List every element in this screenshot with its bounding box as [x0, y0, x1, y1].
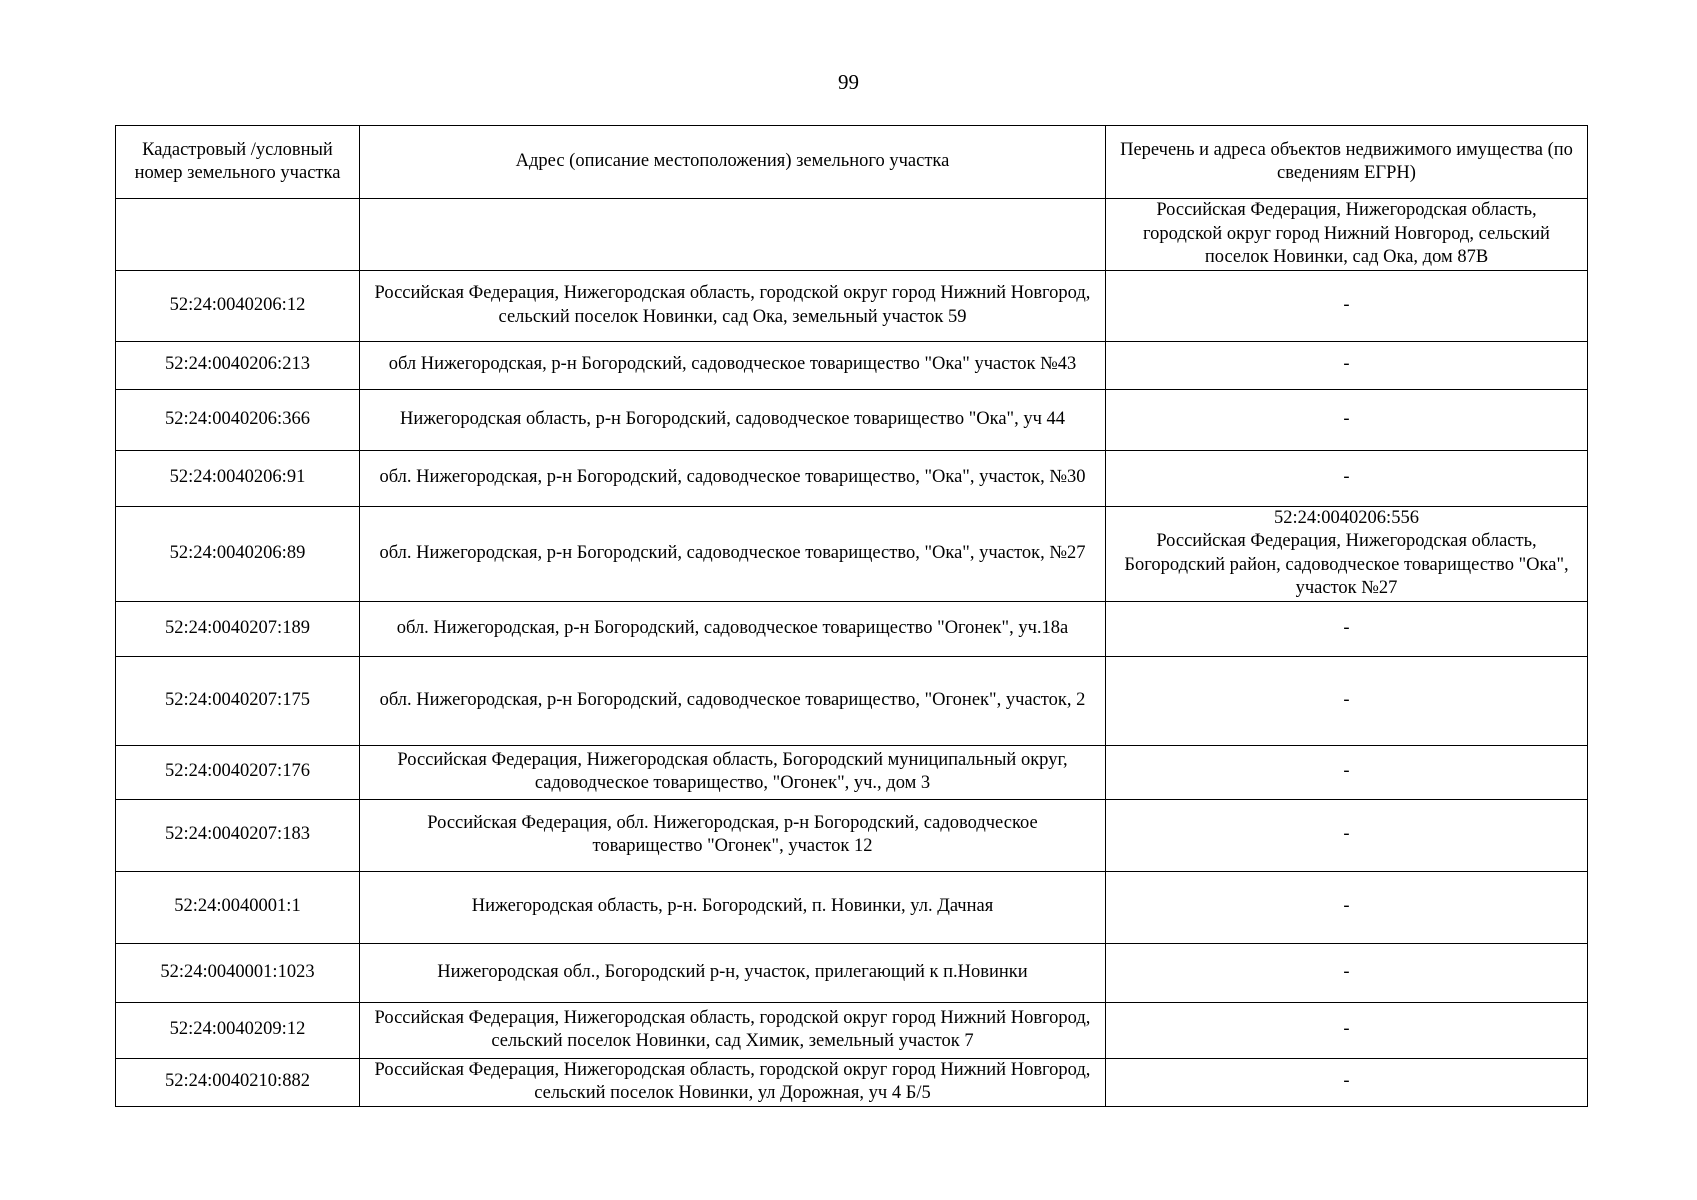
- table-row: [116, 1002, 1588, 1058]
- address-cell: обл. Нижегородская, р-н Богородский, садоводческое товарищество, "Ока", участок, №30: [360, 450, 1106, 506]
- table-row: [116, 745, 1588, 799]
- objects-cell: -: [1106, 450, 1588, 506]
- table-row: [116, 199, 1588, 271]
- address-cell: обл Нижегородская, р-н Богородский, садоводческое товарищество "Ока" участок №43: [360, 341, 1106, 389]
- cadastral-number-cell: 52:24:0040209:12: [116, 1002, 360, 1058]
- address-cell: обл. Нижегородская, р-н Богородский, садоводческое товарищество "Огонек", уч.18а: [360, 601, 1106, 656]
- table-row: [116, 341, 1588, 389]
- table-row: [116, 601, 1588, 656]
- cadastral-number-cell: 52:24:0040206:91: [116, 450, 360, 506]
- objects-cell: -: [1106, 341, 1588, 389]
- header-address: Адрес (описание местоположения) земельного участка: [360, 126, 1106, 199]
- table-row: [116, 871, 1588, 943]
- cadastral-number-cell: 52:24:0040001:1023: [116, 943, 360, 1002]
- land-plots-table: [115, 125, 1588, 1107]
- address-cell: Российская Федерация, Нижегородская область, Богородский муниципальный округ, садоводческое товарищество, "Огонек", уч., дом 3: [360, 745, 1106, 799]
- address-cell: Нижегородская область, р-н Богородский, садоводческое товарищество "Ока", уч 44: [360, 389, 1106, 450]
- address-cell: Нижегородская обл., Богородский р-н, участок, прилегающий к п.Новинки: [360, 943, 1106, 1002]
- table-row: [116, 450, 1588, 506]
- address-cell: Нижегородская область, р-н. Богородский, п. Новинки, ул. Дачная: [360, 871, 1106, 943]
- address-cell: обл. Нижегородская, р-н Богородский, садоводческое товарищество, "Ока", участок, №27: [360, 506, 1106, 601]
- cadastral-number-cell: 52:24:0040206:89: [116, 506, 360, 601]
- objects-cell: -: [1106, 1058, 1588, 1106]
- address-cell: обл. Нижегородская, р-н Богородский, садоводческое товарищество, "Огонек", участок, 2: [360, 656, 1106, 745]
- table-header-row: [116, 126, 1588, 199]
- objects-cell: -: [1106, 1002, 1588, 1058]
- cadastral-number-cell: 52:24:0040207:183: [116, 799, 360, 871]
- address-cell: Российская Федерация, обл. Нижегородская, р-н Богородский, садоводческое товарищество "Огонек", участок 12: [360, 799, 1106, 871]
- cadastral-number-cell: 52:24:0040206:213: [116, 341, 360, 389]
- header-cadastral-number: Кадастровый /условный номер земельного участка: [116, 126, 360, 199]
- address-cell: Российская Федерация, Нижегородская область, городской округ город Нижний Новгород, сельский поселок Новинки, ул Дорожная, уч 4 Б/5: [360, 1058, 1106, 1106]
- objects-cell: -: [1106, 745, 1588, 799]
- objects-cell: -: [1106, 656, 1588, 745]
- table-row: [116, 270, 1588, 341]
- objects-cell: -: [1106, 389, 1588, 450]
- table-row: [116, 656, 1588, 745]
- page-number: 99: [838, 70, 859, 94]
- cadastral-number-cell: 52:24:0040207:189: [116, 601, 360, 656]
- objects-cell: -: [1106, 871, 1588, 943]
- cadastral-number-cell: 52:24:0040207:176: [116, 745, 360, 799]
- cadastral-number-cell: [116, 199, 360, 271]
- objects-cell: -: [1106, 270, 1588, 341]
- objects-cell: Российская Федерация, Нижегородская область, городской округ город Нижний Новгород, сельский поселок Новинки, сад Ока, дом 87В: [1106, 199, 1588, 271]
- objects-cell: -: [1106, 799, 1588, 871]
- objects-cell: 52:24:0040206:556 Российская Федерация, Нижегородская область, Богородский район, садоводческое товарищество "Ока", участок №27: [1106, 506, 1588, 601]
- objects-cell: -: [1106, 601, 1588, 656]
- objects-cell: -: [1106, 943, 1588, 1002]
- address-cell: Российская Федерация, Нижегородская область, городской округ город Нижний Новгород, сельский поселок Новинки, сад Ока, земельный участок 59: [360, 270, 1106, 341]
- cadastral-number-cell: 52:24:0040210:882: [116, 1058, 360, 1106]
- cadastral-number-cell: 52:24:0040207:175: [116, 656, 360, 745]
- address-cell: [360, 199, 1106, 271]
- address-cell: Российская Федерация, Нижегородская область, городской округ город Нижний Новгород, сельский поселок Новинки, сад Химик, земельный участок 7: [360, 1002, 1106, 1058]
- header-real-estate-objects: Перечень и адреса объектов недвижимого имущества (по сведениям ЕГРН): [1106, 126, 1588, 199]
- table-row: [116, 506, 1588, 601]
- table-row: [116, 799, 1588, 871]
- cadastral-number-cell: 52:24:0040206:12: [116, 270, 360, 341]
- cadastral-number-cell: 52:24:0040001:1: [116, 871, 360, 943]
- table-row: [116, 943, 1588, 1002]
- table-row: [116, 1058, 1588, 1106]
- cadastral-number-cell: 52:24:0040206:366: [116, 389, 360, 450]
- table-row: [116, 389, 1588, 450]
